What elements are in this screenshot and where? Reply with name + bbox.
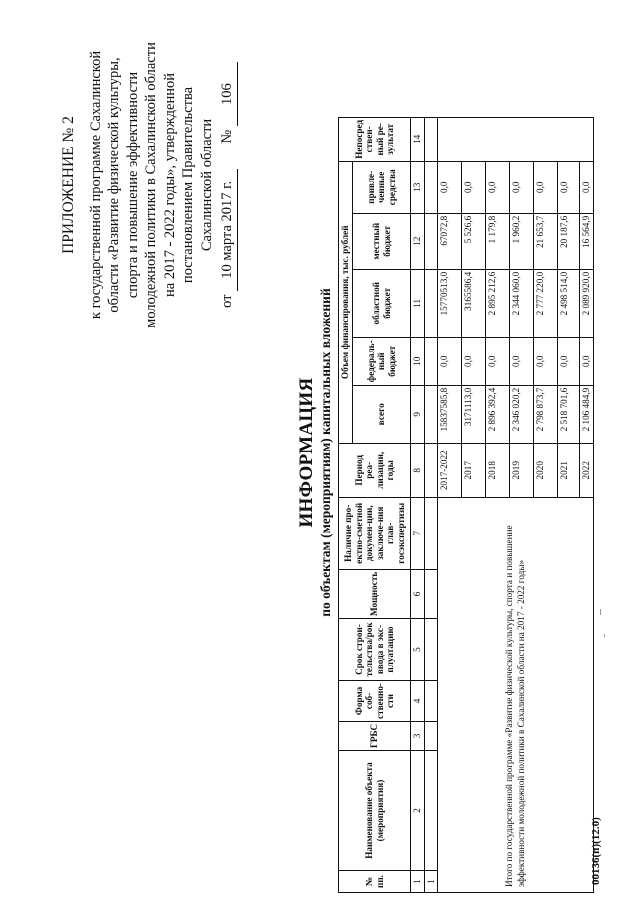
header-docs: Наличие про-ектно-сметной докумен-ции, заключе-ния глав-госэкспертизы (339, 497, 411, 569)
attracted-cell: 0,0 (510, 161, 534, 213)
decree-line (218, 25, 238, 345)
appendix-line: Сахалинской области (198, 118, 215, 252)
total-cell: 2 896 392,4 (486, 385, 510, 443)
attracted-cell: 0,0 (558, 161, 580, 213)
period-cell: 2021 (558, 443, 580, 497)
table-row (424, 117, 438, 892)
total-cell: 2 346 020,2 (510, 385, 534, 443)
column-number: 8 (411, 443, 425, 497)
document-subtitle: по объектам (мероприятиям) капитальных вложений (318, 288, 333, 617)
period-cell: 2017-2022 (438, 443, 462, 497)
header-funding-group: Объем финансирования, тыс. рублей (339, 161, 353, 443)
column-number: 14 (411, 117, 425, 161)
local-cell: 16 564,9 (580, 213, 594, 269)
regional-cell: 2 895 212,6 (486, 269, 510, 337)
period-cell: 2017 (462, 443, 486, 497)
regional-cell: 2 344 060,0 (510, 269, 534, 337)
decree-number-label: № (219, 129, 235, 144)
header-capacity: Мощность (339, 569, 411, 618)
column-number: 3 (411, 721, 425, 750)
header-result: Непосред ствен-ный ре-зультат (339, 117, 411, 161)
federal-cell: 0,0 (510, 337, 534, 385)
header-period: Период реа-лизации, годы (339, 443, 411, 497)
header-local: местный бюджет (353, 213, 411, 269)
scan-speck (600, 609, 601, 615)
appendix-line: спорта и повышение эффективности (124, 71, 141, 299)
period-cell: 2022 (580, 443, 594, 497)
attracted-cell: 0,0 (462, 161, 486, 213)
appendix-title: ПРИЛОЖЕНИЕ № 2 (60, 116, 77, 254)
appendix-block (60, 25, 238, 345)
federal-cell: 0,0 (558, 337, 580, 385)
header-name: Наименование объекта (мероприятия) (339, 751, 411, 871)
regional-cell: 2 498 514,0 (558, 269, 580, 337)
column-number: 9 (411, 385, 425, 443)
total-cell: 15837585,8 (438, 385, 462, 443)
local-cell: 21 653,7 (534, 213, 558, 269)
column-number: 2 (411, 751, 425, 871)
regional-cell: 3165586,4 (462, 269, 486, 337)
column-number: 7 (411, 497, 425, 569)
decree-from-label: от (219, 294, 235, 308)
total-cell: 2 518 701,6 (558, 385, 580, 443)
local-cell: 1 960,2 (510, 213, 534, 269)
header-attracted: привле-ченные средства (353, 161, 411, 213)
column-number: 4 (411, 681, 425, 722)
header-number: № пп. (339, 871, 411, 893)
federal-cell: 0,0 (462, 337, 486, 385)
decree-number: 106 (218, 62, 238, 126)
federal-cell: 0,0 (438, 337, 462, 385)
document-title: ИНФОРМАЦИЯ (296, 377, 317, 528)
header-grbs: ГРБС (339, 721, 411, 750)
local-cell: 5 526,6 (462, 213, 486, 269)
decree-date: 10 марта 2017 г. (218, 169, 238, 291)
appendix-line: молодежной политики в Сахалинской области (143, 42, 159, 328)
attracted-cell: 0,0 (486, 161, 510, 213)
row-number: 1 (424, 871, 438, 893)
appendix-line: к государственной программе Сахалинской (87, 50, 104, 320)
appendix-line: на 2017 - 2022 годы», утвержденной (161, 73, 178, 297)
header-federal: федераль-ный бюджет (353, 337, 411, 385)
column-number: 6 (411, 569, 425, 618)
header-total: всего (353, 385, 411, 443)
column-number: 10 (411, 337, 425, 385)
federal-cell: 0,0 (580, 337, 594, 385)
column-number: 5 (411, 619, 425, 681)
period-cell: 2018 (486, 443, 510, 497)
program-total-label: Итого по государственной программе «Развитие физической культуры, спорта и повышение эффективности молодежной политики в Сахалинской области на 2017 - 2022 годы» (438, 497, 594, 892)
regional-cell: 2 089 920,0 (580, 269, 594, 337)
period-cell: 2019 (510, 443, 534, 497)
column-number: 13 (411, 161, 425, 213)
total-cell: 3171113,0 (462, 385, 486, 443)
period-cell: 2020 (534, 443, 558, 497)
capital-investments-table (338, 117, 594, 893)
local-cell: 20 187,6 (558, 213, 580, 269)
regional-cell: 15770513,0 (438, 269, 462, 337)
header-term: Срок строи-тельства/рок ввода в экс-плуатацию (339, 619, 411, 681)
appendix-line: области «Развитие физической культуры, (106, 57, 122, 313)
column-number: 12 (411, 213, 425, 269)
header-ownership: Форма соб-ственно-сти (339, 681, 411, 722)
scan-speck (604, 634, 605, 637)
attracted-cell: 0,0 (580, 161, 594, 213)
regional-cell: 2 777 220,0 (534, 269, 558, 337)
attracted-cell: 0,0 (534, 161, 558, 213)
local-cell: 1 179,8 (486, 213, 510, 269)
table-row (438, 117, 462, 892)
attracted-cell: 0,0 (438, 161, 462, 213)
federal-cell: 0,0 (486, 337, 510, 385)
column-number: 1 (411, 871, 425, 893)
total-cell: 2 106 484,9 (580, 385, 594, 443)
federal-cell: 0,0 (534, 337, 558, 385)
column-number: 11 (411, 269, 425, 337)
total-cell: 2 798 873,7 (534, 385, 558, 443)
document-code: 00136(п)(12.0) (590, 817, 602, 885)
local-cell: 67072,8 (438, 213, 462, 269)
appendix-line: постановлением Правительства (180, 86, 196, 284)
header-regional: областной бюджет (353, 269, 411, 337)
